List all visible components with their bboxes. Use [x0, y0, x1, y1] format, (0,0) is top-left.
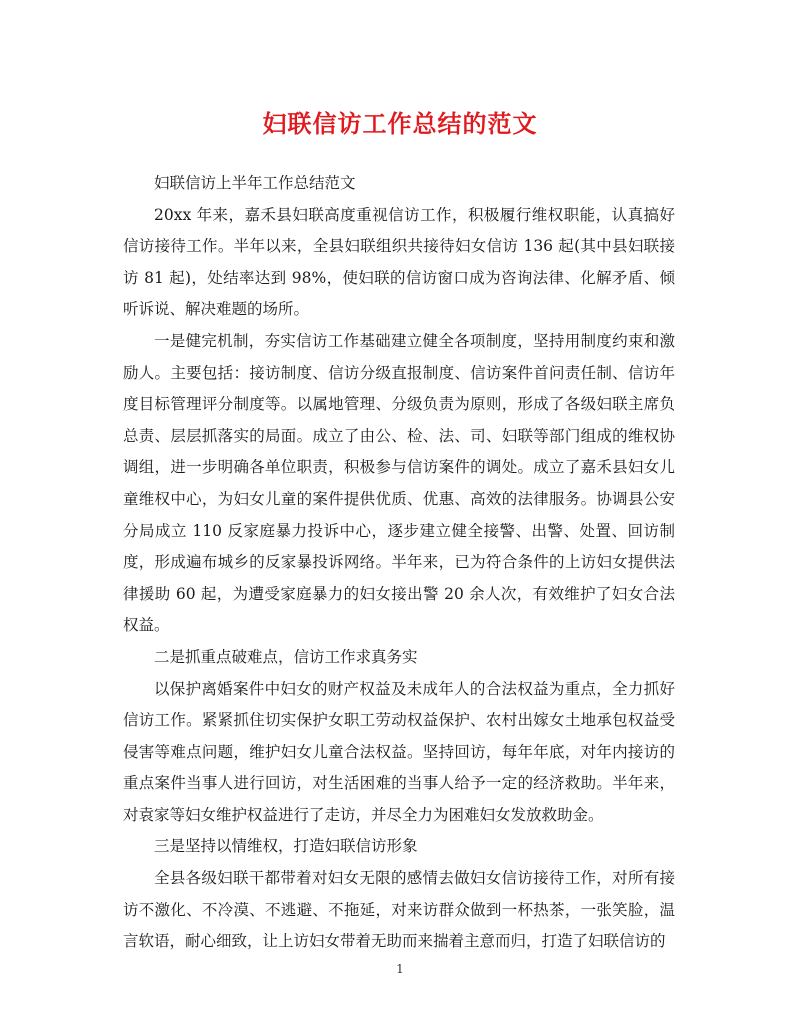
- paragraph: 全县各级妇联干都带着对妇女无限的感情去做妇女信访接待工作，对所有接访不激化、不冷漠、不逃避、不拖延，对来访群众做到一杯热茶，一张笑脸，温言软语，耐心细致，让上访妇女带着无助而来揣着主意而归，打造了妇联信访的: [123, 869, 675, 951]
- page-number: 1: [396, 962, 404, 976]
- section-heading: 二是抓重点破难点，信访工作求真务实: [154, 647, 418, 666]
- document-body: [123, 168, 675, 958]
- paragraph: 20xx 年来，嘉禾县妇联高度重视信访工作，积极履行维权职能，认真搞好信访接待工作。半年以来，全县妇联组织共接待妇女信访 136 起(其中县妇联接访 81 起)，处结率达到 98%，使妇联的信访窗口成为咨询法律、化解矛盾、倾听诉说、解决难题的场所。: [123, 205, 675, 319]
- document-title: 妇联信访工作总结的范文: [262, 109, 538, 138]
- section-heading: 三是坚持以情维权，打造妇联信访形象: [154, 837, 418, 856]
- paragraph: 妇联信访上半年工作总结范文: [154, 174, 356, 192]
- paragraph: 以保护离婚案件中妇女的财产权益及未成年人的合法权益为重点，全力抓好信访工作。紧紧抓住切实保护女职工劳动权益保护、农村出嫁女土地承包权益受侵害等难点问题，维护妇女儿童合法权益。坚持回访，每年年底，对年内接访的重点案件当事人进行回访，对生活困难的当事人给予一定的经济救助。半年来，对袁家等妇女维护权益进行了走访，并尽全力为困难妇女发放救助金。: [123, 679, 675, 824]
- paragraph: 一是健完机制，夯实信访工作基础建立健全各项制度，坚持用制度约束和激励人。主要包括：接访制度、信访分级直报制度、信访案件首问责任制、信访年度目标管理评分制度等。以属地管理、分级负责为原则，形成了各级妇联主席负总责、层层抓落实的局面。成立了由公、检、法、司、妇联等部门组成的维权协调组，进一步明确各单位职责，积极参与信访案件的调处。成立了嘉禾县妇女儿童维权中心，为妇女儿童的案件提供优质、优惠、高效的法律服务。协调县公安分局成立 110 反家庭暴力投诉中心，逐步建立健全接警、出警、处置、回访制度，形成遍布城乡的反家暴投诉网络。半年来，已为符合条件的上访妇女提供法律援助 60 起，为遭受家庭暴力的妇女接出警 20 余人次，有效维护了妇女合法权益。: [123, 331, 675, 635]
